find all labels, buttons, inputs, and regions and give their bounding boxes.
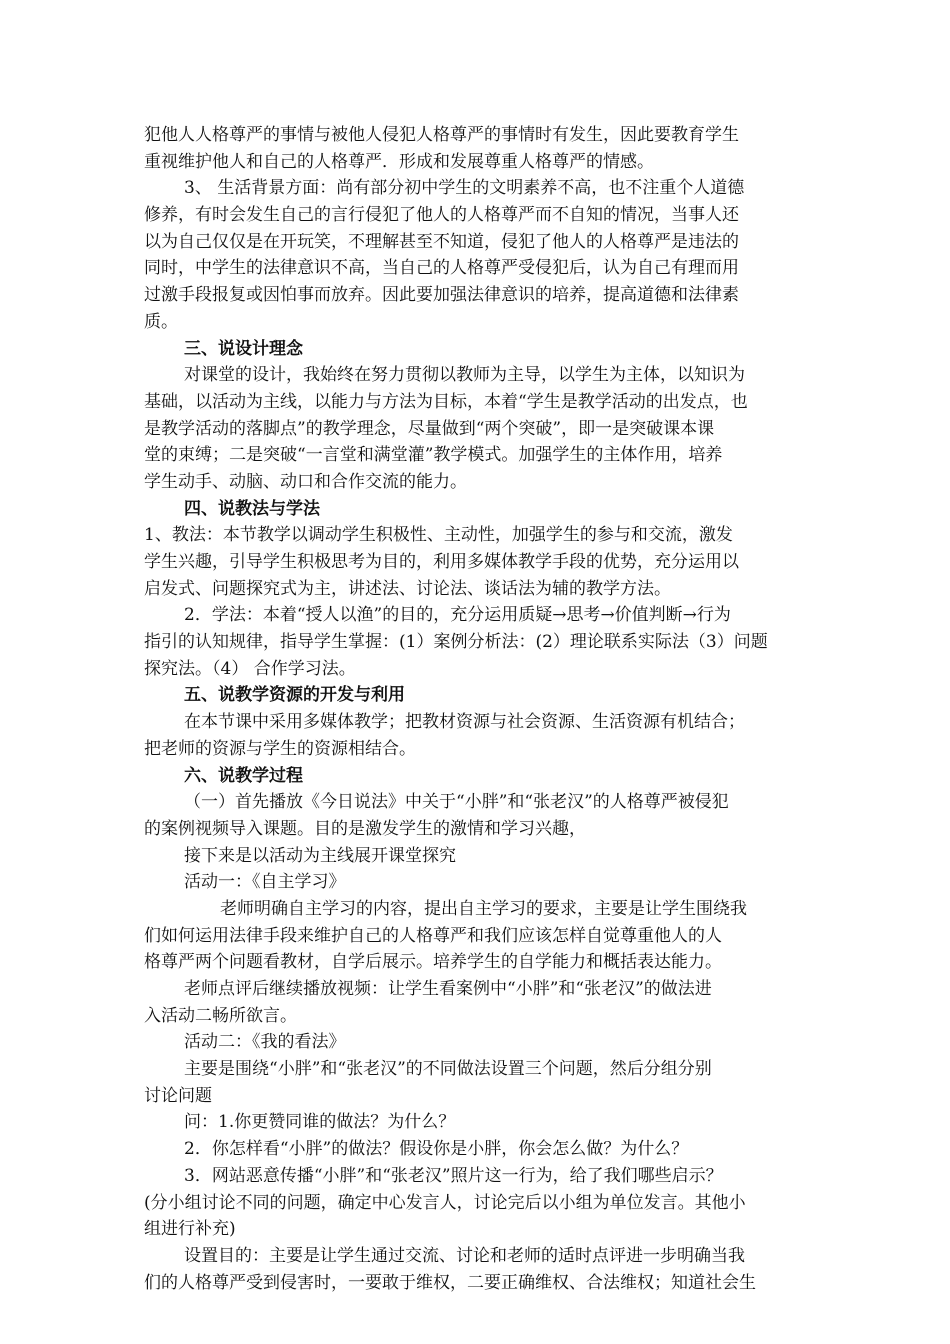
text-line: 2．你怎样看“小胖”的做法？假设你是小胖，你会怎么做？为什么？ (184, 1139, 689, 1160)
text-line: 入活动二畅所欲言。 (144, 1005, 297, 1026)
text-line: 学生动手、动脑、动口和合作交流的能力。 (144, 471, 467, 492)
section-heading: 四、说教法与学法 (184, 498, 320, 519)
text-line: 对课堂的设计，我始终在努力贯彻以教师为主导，以学生为主体，以知识为 (184, 365, 745, 386)
text-line: 指引的认知规律，指导学生掌握：(1）案例分析法：(2）理论联系实际法（3）问题 (144, 632, 768, 653)
text-line: (分小组讨论不同的问题，确定中心发言人，讨论完后以小组为单位发言。其他小 (144, 1192, 746, 1213)
text-line: 老师点评后继续播放视频：让学生看案例中“小胖”和“张老汉”的做法进 (184, 979, 712, 999)
text-line: 组进行补充) (144, 1219, 236, 1240)
text-line: 们如何运用法律手段来维护自己的人格尊严和我们应该怎样自觉尊重他人的人 (144, 925, 722, 946)
text-line: 过激手段报复或因怕事而放弃。因此要加强法律意识的培养，提高道德和法律素 (144, 285, 739, 306)
text-line: 基础，以活动为主线，以能力与方法为目标，本着“学生是教学活动的出发点，也 (144, 391, 748, 412)
text-line: 把老师的资源与学生的资源相结合。 (144, 738, 416, 759)
text-line: 1、教法：本节教学以调动学生积极性、主动性，加强学生的参与和交流，激发 (144, 525, 733, 546)
text-line: 同时，中学生的法律意识不高，当自己的人格尊严受侵犯后，认为自己有理而用 (144, 258, 739, 279)
text-line: 格尊严两个问题看教材，自学后展示。培养学生的自学能力和概括表达能力。 (144, 952, 722, 973)
text-line: 问：1.你更赞同谁的做法？为什么？ (184, 1112, 456, 1133)
text-line: （一）首先播放《今日说法》中关于“小胖”和“张老汉”的人格尊严被侵犯 (184, 792, 729, 813)
section-heading: 六、说教学过程 (184, 765, 303, 786)
text-line: 重视维护他人和自己的人格尊严．形成和发展尊重人格尊严的情感。 (144, 151, 654, 172)
text-line: 活动二：《我的看法》 (184, 1032, 346, 1053)
section-heading: 三、说设计理念 (184, 338, 303, 359)
text-line: 接下来是以活动为主线展开课堂探究 (184, 845, 456, 866)
text-line: 以为自己仅仅是在开玩笑，不理解甚至不知道，侵犯了他人的人格尊严是违法的 (144, 231, 739, 252)
text-line: 修养，有时会发生自己的言行侵犯了他人的人格尊严而不自知的情况，当事人还 (144, 205, 739, 226)
text-line: 2．学法：本着“授人以渔”的目的，充分运用质疑→思考→价值判断→行为 (184, 605, 731, 626)
text-line: 质。 (144, 311, 178, 332)
text-line: 3、 生活背景方面：尚有部分初中学生的文明素养不高，也不注重个人道德 (184, 178, 745, 199)
text-line: 活动一：《自主学习》 (184, 872, 346, 893)
section-heading: 五、说教学资源的开发与利用 (184, 685, 405, 706)
text-line: 在本节课中采用多媒体教学；把教材资源与社会资源、生活资源有机结合； (184, 712, 745, 733)
text-line: 是教学活动的落脚点”的教学理念，尽量做到“两个突破”，即一是突破课本课 (144, 418, 715, 439)
text-line: 犯他人人格尊严的事情与被他人侵犯人格尊严的事情时有发生，因此要教育学生 (144, 125, 739, 145)
text-line: 启发式、问题探究式为主，讲述法、讨论法、谈话法为辅的教学方法。 (144, 578, 671, 599)
text-line: 讨论问题 (144, 1085, 212, 1106)
text-line: 们的人格尊严受到侵害时，一要敢于维权，二要正确维权、合法维权；知道社会生 (144, 1272, 756, 1293)
text-line: 3．网站恶意传播“小胖”和“张老汉”照片这一行为，给了我们哪些启示？ (184, 1165, 723, 1186)
document-body (144, 122, 804, 1296)
text-line: 学生兴趣，引导学生积极思考为目的，利用多媒体教学手段的优势，充分运用以 (144, 552, 739, 572)
text-line: 主要是围绕“小胖”和“张老汉”的不同做法设置三个问题，然后分组分别 (184, 1059, 712, 1080)
text-line: 探究法。（4） 合作学习法。 (144, 658, 356, 679)
text-line: 老师明确自主学习的内容，提出自主学习的要求，主要是让学生围绕我 (220, 898, 747, 919)
text-line: 的案例视频导入课题。目的是激发学生的激情和学习兴趣， (144, 818, 586, 839)
text-line: 设置目的：主要是让学生通过交流、讨论和老师的适时点评进一步明确当我 (184, 1245, 745, 1266)
text-line: 堂的束缚；二是突破“一言堂和满堂灌”教学模式。加强学生的主体作用，培养 (144, 445, 723, 466)
